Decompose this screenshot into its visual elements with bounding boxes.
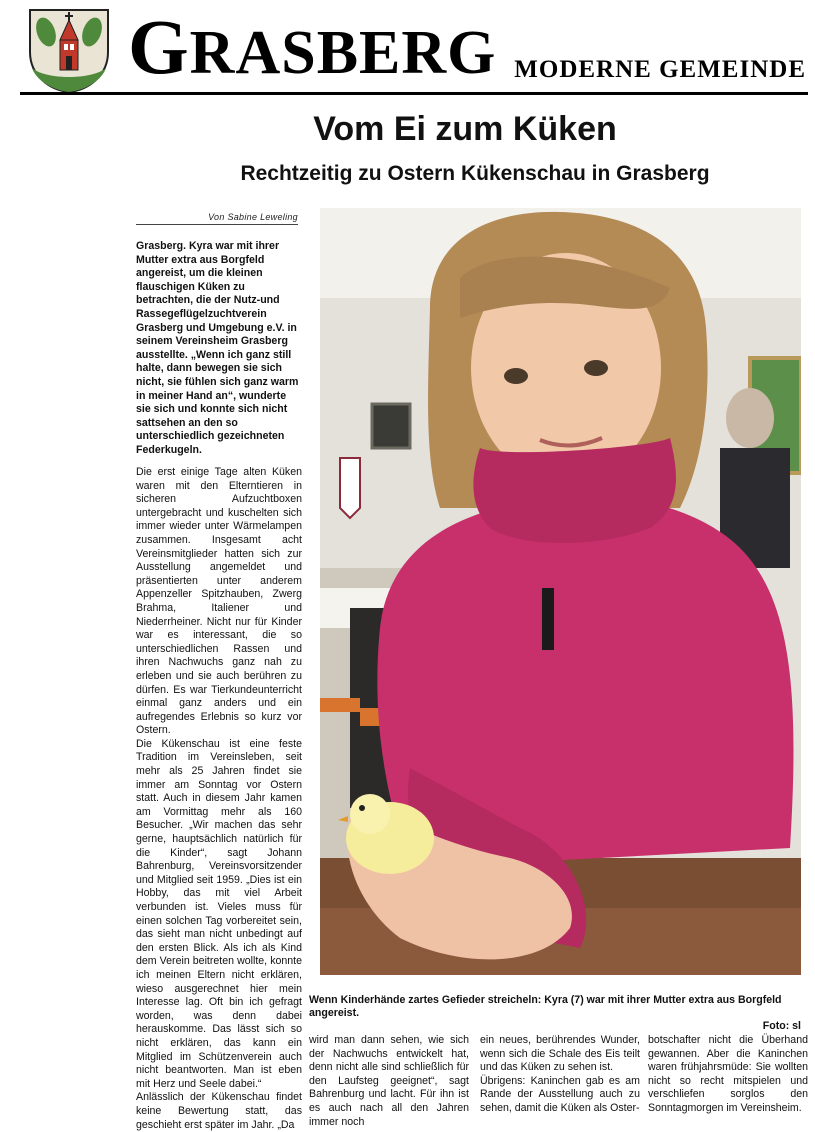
photo-credit: Foto: sl (762, 1020, 801, 1032)
article-paragraph: Die Kükenschau ist eine feste Tradition im Vereinsleben, seit mehr als 25 Jahren findet sie immer am Sonntag vor Ostern statt. Auch in diesem Jahr kamen am Vormittag mehr als 160 Besucher. „Wir machen das sehr gerne, hauptsächlich natürlich für die Kinder“, sagt Johann Bahrenburg, Vereinsvorsitzender und Mitglied seit 1959. „Dies ist ein Hobby, das mit viel Arbeit verbunden ist. Vieles muss für einen solchen Tag vorbereitet sein, das sieht man nicht unbedingt auf den ersten Blick. Als ich als Kind dem Verein beitreten wollte, konnte ich meinen Eltern nicht erklären, wieso ausgerechnet hier mein Interesse lag. Oft bin ich gefragt worden, was denn dabei herauskomme. Das lässt sich so nicht erklären, das kann ein Mitglied im Schützenverein auch nicht beantworten. Man ist eben mit Herz und Seele dabei.“ (136, 737, 302, 1090)
article-lead: Grasberg. Kyra war mit ihrer Mutter extra aus Borgfeld angereist, um die kleinen flauschigen Küken zu betrachten, die der Nutz-und Rassegeflügelzuchtverein Grasberg und Umgebung e.V. in seinem Vereinsheim Grasberg ausstellte. „Wenn ich ganz still halte, dann bewegen sie sich nicht, sie fühlen sich ganz warm in meiner Hand an“, wunderte sie sich und konnte sich nicht sattsehen an den so unterschiedlich gezeichneten Federkugeln. (136, 240, 299, 456)
article-subheadline: Rechtzeitig zu Ostern Kükenschau in Grasberg (240, 162, 710, 185)
article-column-4 (648, 1034, 808, 1116)
article-paragraph: ein neues, berührendes Wunder, wenn sich die Schale des Eis teilt und das Küken zu sehen ist. (480, 1034, 640, 1074)
article-column-2 (309, 1034, 469, 1129)
coat-of-arms-icon (26, 6, 112, 94)
article-byline: Von Sabine Leweling (208, 212, 298, 222)
byline-rule (136, 224, 298, 225)
masthead (20, 4, 808, 96)
article-paragraph: wird man dann sehen, wie sich der Nachwuchs entwickelt hat, denn nicht alle sind schließlich für den Laufsteg geeignet“, sagt Bahrenburg und lacht. Für ihn ist es auch nach all den Jahren immer noch (309, 1034, 469, 1128)
article-paragraph: botschafter nicht die Überhand gewannen. Aber die Kaninchen waren frühjahrsmüde: Sie wollten nicht so recht mitspielen und verschliefen sorglos den Sonntagmorgen im Vereinsheim. (648, 1034, 808, 1114)
newspaper-tagline: MODERNE GEMEINDE (514, 56, 806, 83)
article-paragraph: Übrigens: Kaninchen gab es am Rande der Ausstellung auch zu sehen, damit die Küken als Oster- (480, 1074, 640, 1114)
article-column-1 (136, 466, 302, 1132)
newspaper-title: GRASBERG (128, 3, 497, 90)
photo-caption (309, 994, 801, 1033)
caption-text: Wenn Kinderhände zartes Gefieder streicheln: Kyra (7) war mit ihrer Mutter extra aus Borgfeld angereist. (309, 994, 782, 1019)
article-headline: Vom Ei zum Küken (313, 110, 617, 148)
article-photo (320, 208, 801, 975)
article-paragraph: Anlässlich der Kükenschau findet keine Bewertung statt, das geschieht erst später im Jahr. „Da (136, 1091, 302, 1131)
girl-with-chick-photo (320, 208, 801, 975)
article-paragraph: Die erst einige Tage alten Küken waren mit den Elterntieren in sicheren Aufzuchtboxen untergebracht und kuschelten sich immer wieder unter Wärmelampen zusammen. Insgesamt acht Vereinsmitglieder hatten sich zur Ausstellung angemeldet und präsentierten unter anderem Appenzeller Spitzhauben, Zwerg Brahma, Italiener und Niederrheiner. Nicht nur für Kinder war es interessant, die so unterschiedlichen Rassen und ihren Nachwuchs ganz nah zu erleben und sie auch berühren zu dürfen. Es war Tierkundeunterricht einmal ganz anders und ein aufregendes Erlebnis so kurz vor Ostern. (136, 466, 302, 737)
masthead-rule (20, 92, 808, 95)
article-column-3 (480, 1034, 640, 1116)
